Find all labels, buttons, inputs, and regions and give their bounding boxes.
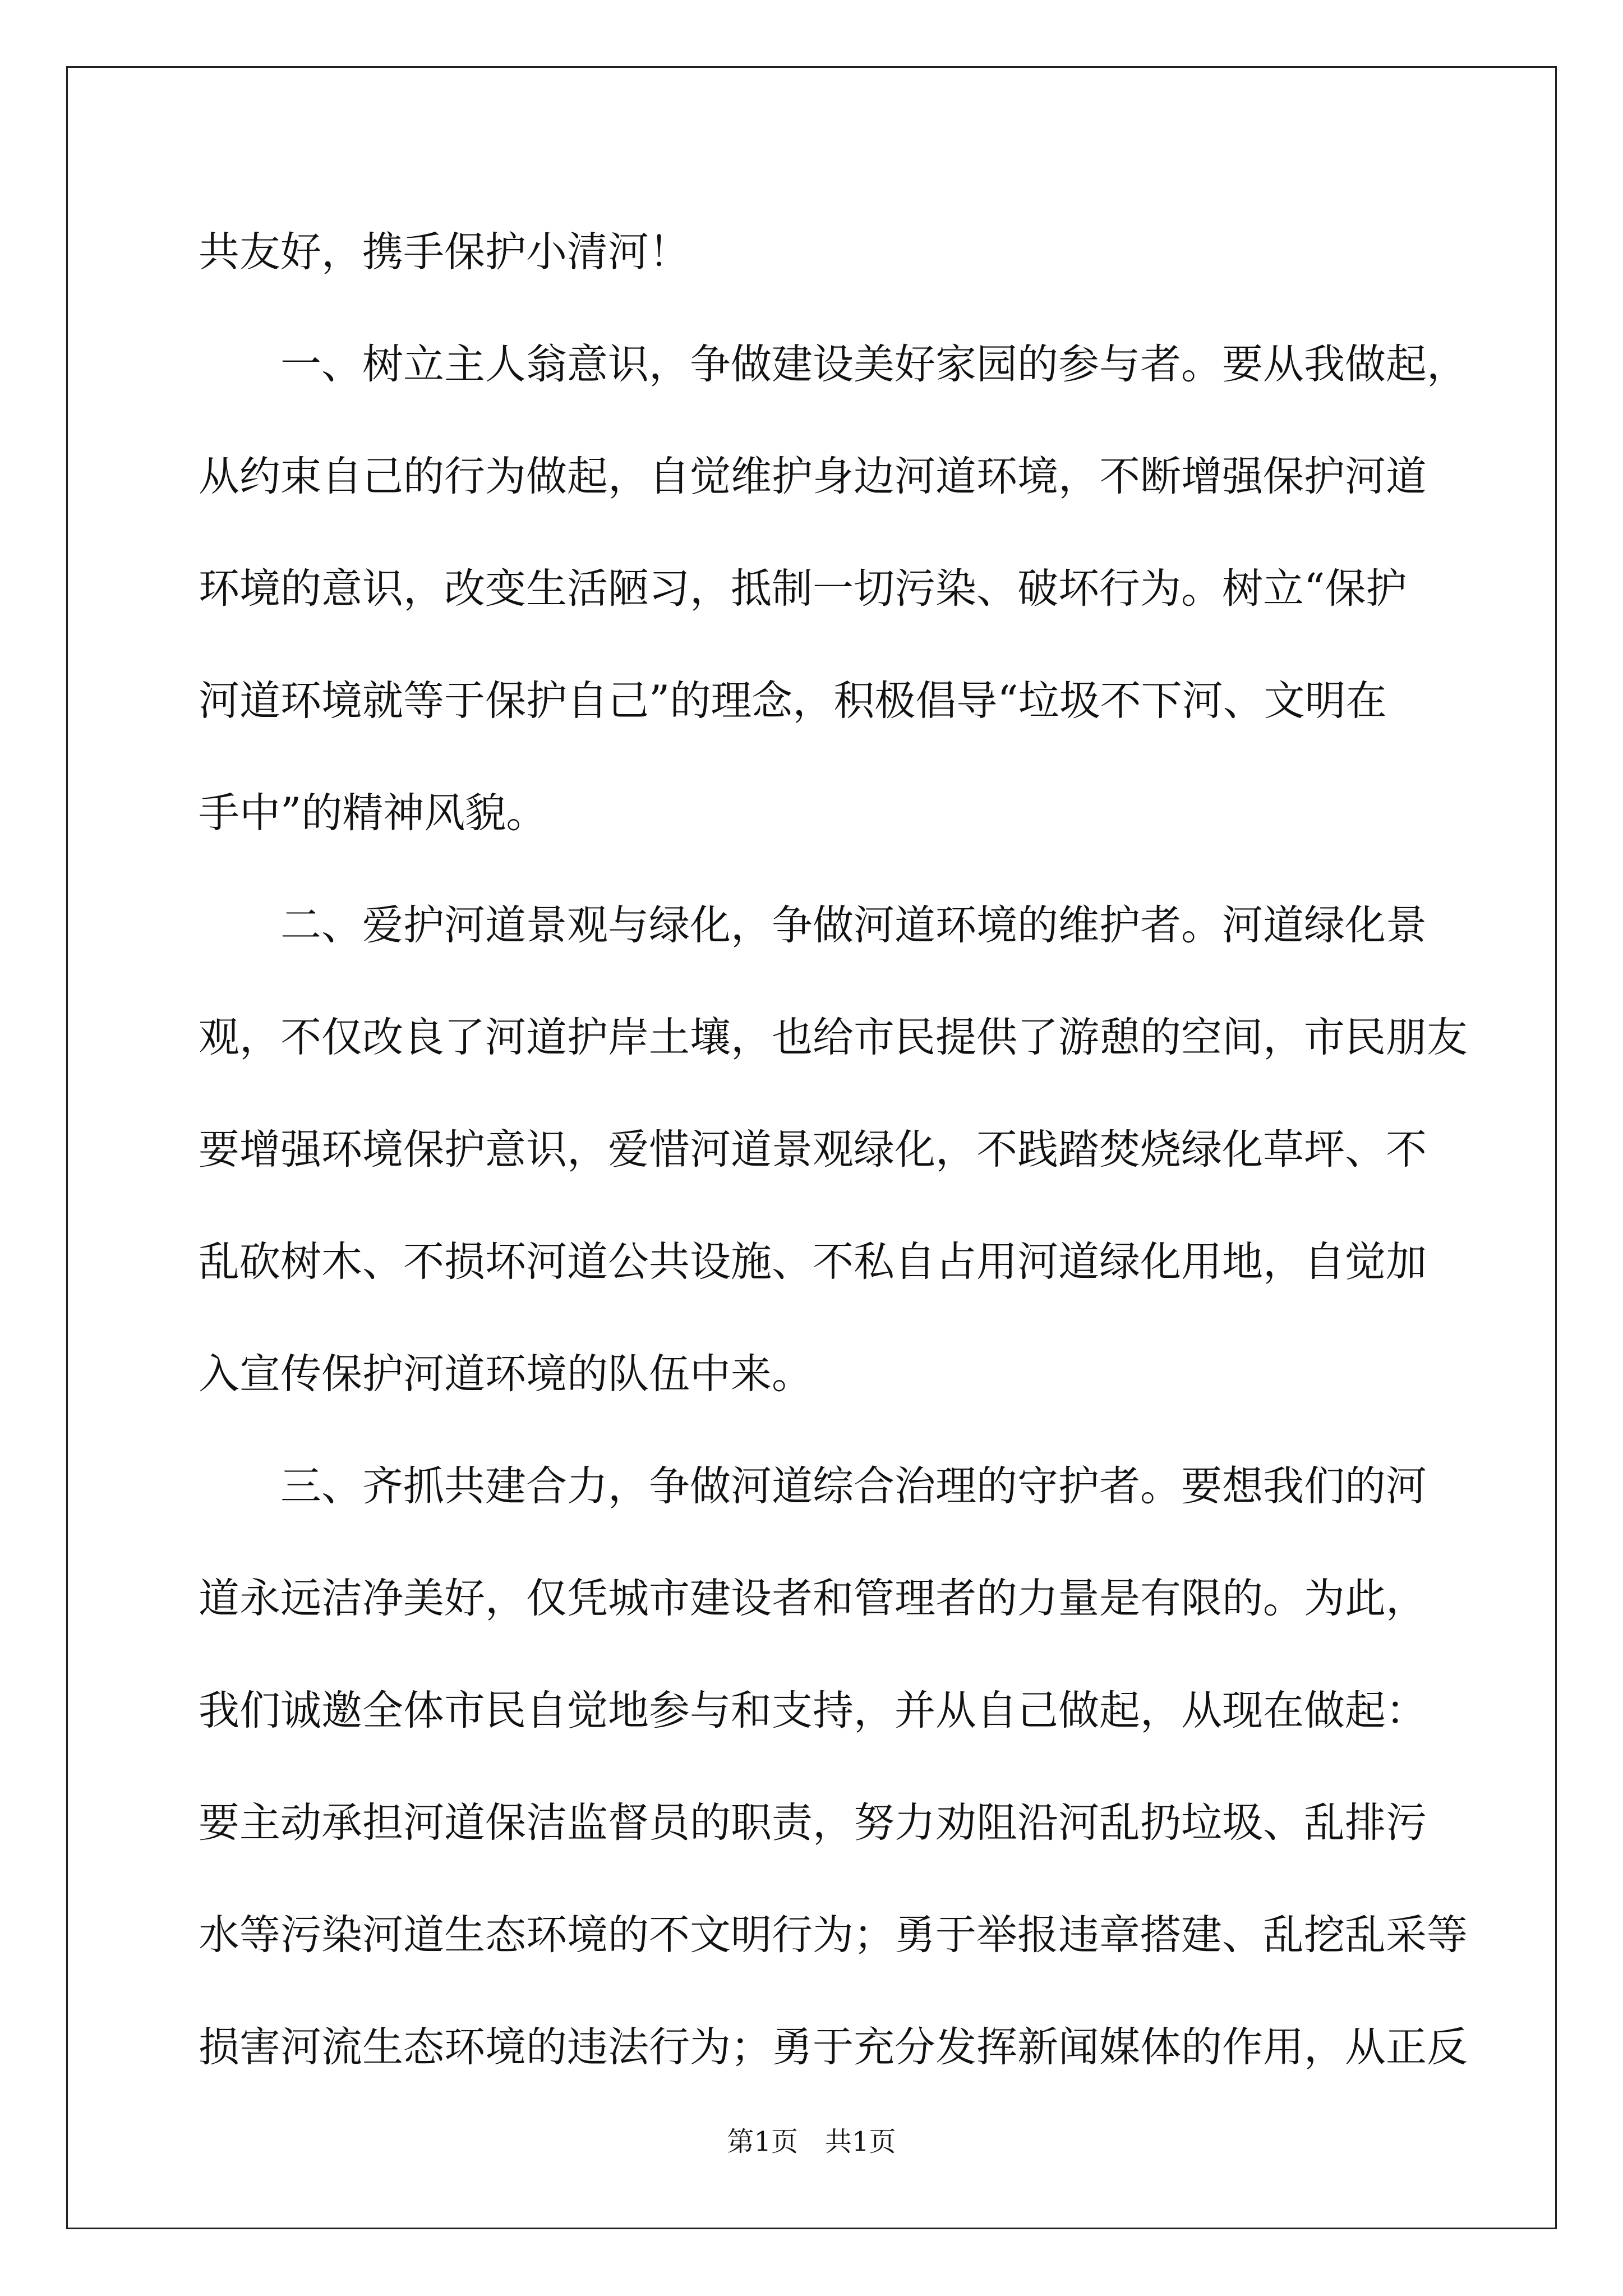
text-line: 共友好，携手保护小清河！ xyxy=(199,228,690,276)
text-line: 入宣传保护河道环境的队伍中来。 xyxy=(199,1350,813,1398)
text-line: 我们诚邀全体市民自觉地参与和支持，并从自己做起，从现在做起： xyxy=(199,1687,1427,1734)
text-line: 损害河流生态环境的违法行为；勇于充分发挥新闻媒体的作用，从正反 xyxy=(199,2023,1468,2071)
paragraph-3-line-1: 三、齐抓共建合力，争做河道综合治理的守护者。要想我们的河 xyxy=(280,1462,1427,1510)
text-line: 观，不仅改良了河道护岸土壤，也给市民提供了游憩的空间，市民朋友 xyxy=(199,1014,1468,1061)
text-line: 道永远洁净美好，仅凭城市建设者和管理者的力量是有限的。为此， xyxy=(199,1575,1427,1622)
paragraph-2-line-1: 二、爱护河道景观与绿化，争做河道环境的维护者。河道绿化景 xyxy=(280,901,1427,949)
text-line: 环境的意识，改变生活陋习，抵制一切污染、破坏行为。树立“保护 xyxy=(199,565,1407,613)
text-line: 手中”的精神风貌。 xyxy=(199,789,547,837)
text-line: 要主动承担河道保洁监督员的职责，努力劝阻沿河乱扔垃圾、乱排污 xyxy=(199,1799,1427,1847)
text-line: 从约束自己的行为做起，自觉维护身边河道环境，不断增强保护河道 xyxy=(199,453,1427,500)
text-line: 乱砍树木、不损坏河道公共设施、不私自占用河道绿化用地，自觉加 xyxy=(199,1238,1427,1286)
text-line: 要增强环境保护意识，爱惜河道景观绿化，不践踏焚烧绿化草坪、不 xyxy=(199,1126,1427,1174)
text-line: 水等污染河道生态环境的不文明行为；勇于举报违章搭建、乱挖乱采等 xyxy=(199,1911,1468,1959)
text-line: 河道环境就等于保护自己”的理念，积极倡导“垃圾不下河、文明在 xyxy=(199,677,1387,725)
page-number-footer: 第1页 共1页 xyxy=(727,2126,896,2157)
paragraph-1-line-1: 一、树立主人翁意识，争做建设美好家园的参与者。要从我做起， xyxy=(280,341,1468,388)
